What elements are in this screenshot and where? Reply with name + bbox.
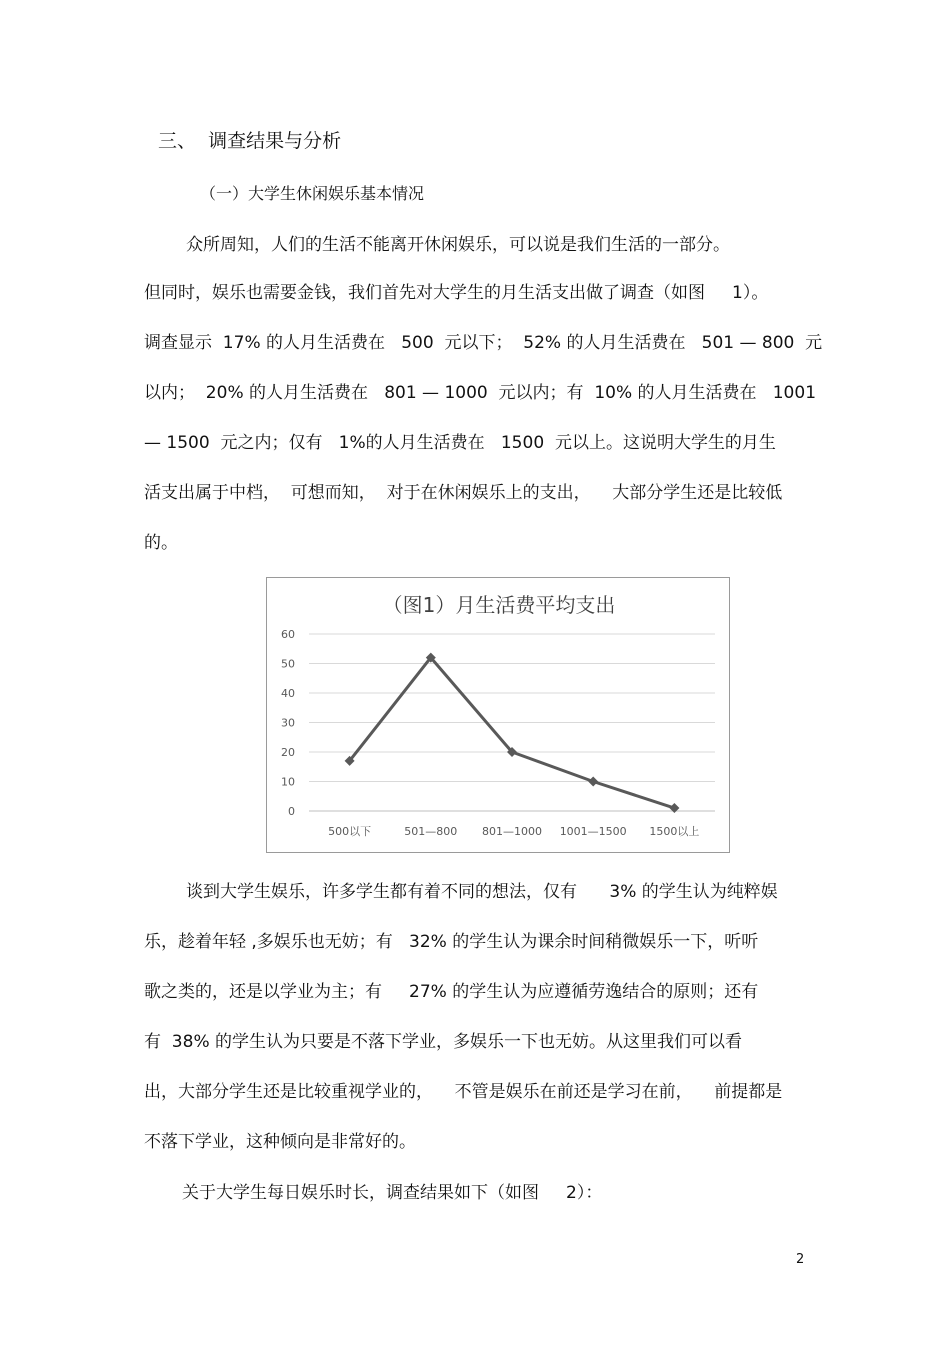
x-tick-label: 1001—1500	[559, 825, 627, 838]
paragraph-line: — 1500 元之内；仅有 1%的人月生活费在 1500 元以上。这说明大学生的月生	[144, 433, 776, 453]
chart-title: （图1）月生活费平均支出	[382, 593, 616, 617]
x-tick-label: 1500以上	[649, 825, 700, 838]
y-tick-label: 0	[288, 805, 295, 818]
y-tick-label: 20	[281, 746, 295, 759]
figure-1-line-chart	[266, 577, 730, 853]
chart-series	[345, 653, 680, 813]
data-point-marker	[669, 803, 679, 813]
paragraph-line: 乐，趁着年轻 ,多娱乐也无妨；有 32% 的学生认为课余时间稍微娱乐一下，听听	[144, 932, 759, 952]
paragraph-line: 活支出属于中档， 可想而知， 对于在休闲娱乐上的支出， 大部分学生还是比较低	[144, 483, 783, 503]
paragraph-line: 有 38% 的学生认为只要是不落下学业，多娱乐一下也无妨。从这里我们可以看	[144, 1032, 742, 1052]
paragraph-line: 的。	[144, 533, 178, 553]
chart-gridlines	[309, 634, 715, 811]
paragraph-line: 不落下学业，这种倾向是非常好的。	[144, 1132, 416, 1152]
paragraph-line: 出，大部分学生还是比较重视学业的， 不管是娱乐在前还是学习在前， 前提都是	[144, 1082, 783, 1102]
paragraph-line: 但同时，娱乐也需要金钱，我们首先对大学生的月生活支出做了调查（如图 1）。	[144, 283, 769, 303]
x-tick-label: 501—800	[404, 825, 458, 838]
paragraph-line: 调查显示 17% 的人月生活费在 500 元以下； 52% 的人月生活费在 501 — 800 元	[144, 333, 823, 353]
y-tick-label: 50	[281, 657, 295, 671]
paragraph-line: 关于大学生每日娱乐时长，调查结果如下（如图 2）：	[182, 1183, 603, 1203]
paragraph-line: 众所周知，人们的生活不能离开休闲娱乐，可以说是我们生活的一部分。	[186, 235, 730, 255]
paragraph-line: 歌之类的，还是以学业为主；有 27% 的学生认为应遵循劳逸结合的原则；还有	[144, 982, 759, 1002]
x-tick-label: 801—1000	[482, 825, 542, 838]
chart-y-axis	[281, 628, 295, 818]
y-tick-label: 10	[281, 775, 295, 789]
page-number: 2	[796, 1252, 805, 1267]
y-tick-label: 30	[281, 716, 295, 730]
y-tick-label: 40	[281, 687, 295, 700]
paragraph-line: 以内； 20% 的人月生活费在 801 — 1000 元以内；有 10% 的人月生活费在 1001	[144, 383, 817, 403]
series-line	[350, 658, 675, 808]
y-tick-label: 60	[281, 628, 295, 641]
section-heading: 三、 调查结果与分析	[158, 130, 342, 152]
chart-x-axis	[328, 824, 699, 838]
x-tick-label: 500以下	[328, 825, 372, 838]
data-point-marker	[588, 777, 598, 787]
chart-svg	[267, 578, 731, 854]
paragraph-line: 谈到大学生娱乐，许多学生都有着不同的想法，仅有 3% 的学生认为纯粹娱	[186, 882, 778, 902]
subsection-heading: （一）大学生休闲娱乐基本情况	[200, 184, 425, 203]
